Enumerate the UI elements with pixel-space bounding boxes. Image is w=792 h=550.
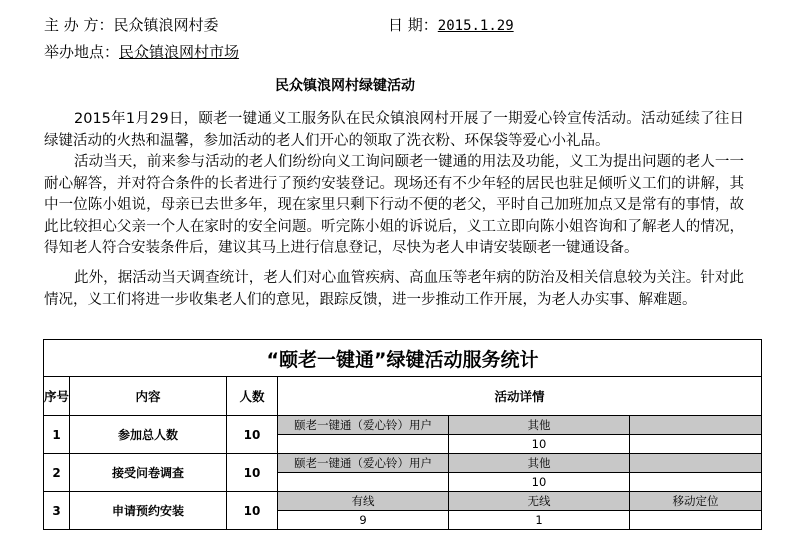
organizer-line <box>44 14 219 35</box>
date-label: 日 期： <box>388 16 438 34</box>
row-1-content: 参加总人数 <box>70 416 227 454</box>
row-2-detail-label-2: 其他 <box>449 454 630 473</box>
row-2-detail-value-2: 10 <box>449 473 630 492</box>
stats-table <box>43 339 762 530</box>
row-2-count: 10 <box>227 454 278 492</box>
row-2-detail-value-3 <box>630 473 762 492</box>
header-content: 内容 <box>70 377 227 416</box>
row-3-detail-label-3: 移动定位 <box>630 492 762 511</box>
row-3-no: 3 <box>44 492 70 530</box>
venue-line <box>44 41 239 62</box>
row-2-detail-label-3 <box>630 454 762 473</box>
row-3-detail-value-3 <box>630 511 762 530</box>
table-title: “颐老一键通”绿键活动服务统计 <box>44 340 762 377</box>
row-1-detail-value-3 <box>630 435 762 454</box>
paragraph-3-text: 此外，据活动当天调查统计，老人们对心血管疾病、高血压等老年病的防治及相关信息较为关注。针对此情况，义工们将进一步收集老人们的意见，跟踪反馈，进一步推动工作开展，为老人办实事、解难题。 <box>44 270 744 308</box>
paragraph-3 <box>44 268 744 311</box>
paragraph-1 <box>44 109 744 152</box>
date-line <box>388 14 514 35</box>
paragraph-1-text: 2015年1月29日，颐老一键通义工服务队在民众镇浪网村开展了一期爱心铃宣传活动。活动延续了往日绿键活动的火热和温馨，参加活动的老人们开心的领取了洗衣粉、环保袋等爱心小礼品。 <box>44 111 744 149</box>
row-1-detail-value-2: 10 <box>449 435 630 454</box>
row-1-count: 10 <box>227 416 278 454</box>
row-1-detail-label-1: 颐老一键通（爱心铃）用户 <box>278 416 449 435</box>
paragraph-2 <box>44 152 744 260</box>
row-2-content: 接受问卷调查 <box>70 454 227 492</box>
header-no: 序号 <box>44 377 70 416</box>
paragraph-2-text: 活动当天，前来参与活动的老人们纷纷向义工询问颐老一键通的用法及功能，义工为提出问题的老人一一耐心解答，并对符合条件的长者进行了预约安装登记。现场还有不少年轻的居民也驻足倾听义工们的讲解，其中一位陈小姐说，母亲已去世多年，现在家里只剩下行动不便的老父，平时自己加班加点又是常有的事情，故此比较担心父亲一个人在家时的安全问题。听完陈小姐的诉说后，义工立即向陈小姐咨询和了解老人的情况，得知老人符合安装条件后，建议其马上进行信息登记，尽快为老人申请安装颐老一键通设备。 <box>44 154 744 256</box>
row-1-detail-label-3 <box>630 416 762 435</box>
row-2-detail-value-1 <box>278 473 449 492</box>
row-3-content: 申请预约安装 <box>70 492 227 530</box>
row-1-detail-value-1 <box>278 435 449 454</box>
row-2-no: 2 <box>44 454 70 492</box>
row-3-detail-label-1: 有线 <box>278 492 449 511</box>
row-1-detail-label-2: 其他 <box>449 416 630 435</box>
row-1-no: 1 <box>44 416 70 454</box>
row-3-detail-value-1: 9 <box>278 511 449 530</box>
header-count: 人数 <box>227 377 278 416</box>
row-2-detail-label-1: 颐老一键通（爱心铃）用户 <box>278 454 449 473</box>
venue-label: 举办地点： <box>44 43 120 61</box>
organizer-label: 主 办 方： <box>44 16 114 34</box>
row-3-detail-value-2: 1 <box>449 511 630 530</box>
row-3-count: 10 <box>227 492 278 530</box>
date-value: 2015.1.29 <box>437 18 514 34</box>
document-title: 民众镇浪网村绿键活动 <box>275 78 415 94</box>
row-3-detail-label-2: 无线 <box>449 492 630 511</box>
header-details: 活动详情 <box>278 377 762 416</box>
organizer-value: 民众镇浪网村委 <box>113 16 219 34</box>
venue-value: 民众镇浪网村市场 <box>119 43 240 61</box>
